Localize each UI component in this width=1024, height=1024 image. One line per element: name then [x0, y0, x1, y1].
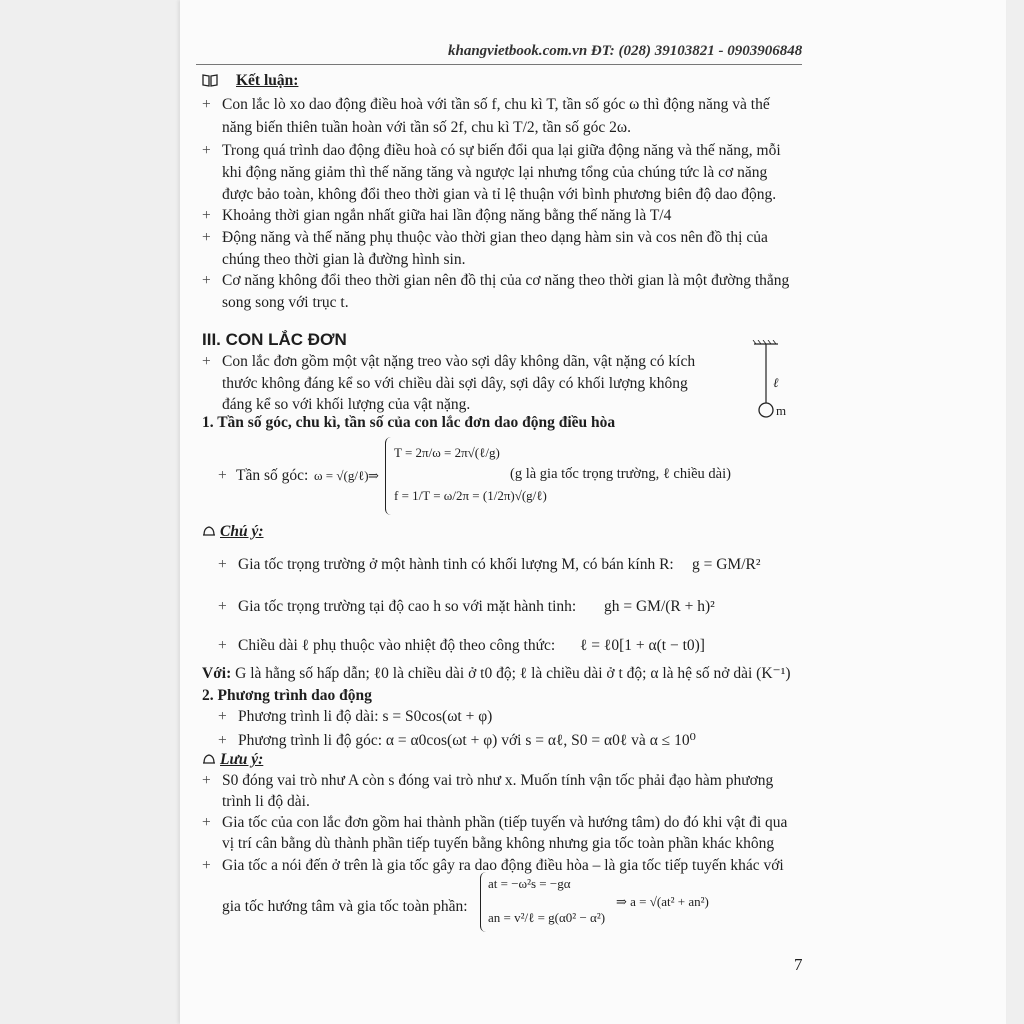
document-page — [180, 0, 1006, 1024]
header-contact: ĐT: (028) 39103821 - 0903906848 — [590, 43, 803, 59]
book-icon — [202, 73, 218, 93]
intro-line-2: thước không đáng kể so với chiều dài sợi dây, sợi dây có khối lượng không — [222, 375, 688, 392]
ketluan-item-2-line-1: Trong quá trình dao động điều hoà có sự biến đổi qua lại giữa động năng và thế năng, mỗi — [222, 142, 781, 159]
plus-icon: + — [218, 556, 227, 573]
chuy-item-1-text: Gia tốc trọng trường ở một hành tinh có khối lượng M, có bán kính R: — [238, 556, 674, 573]
chuy-item-1-formula: g = GM/R² — [692, 556, 761, 573]
plus-icon: + — [218, 467, 227, 484]
plus-icon: + — [202, 353, 211, 370]
luuy-item-2-line-1: Gia tốc của con lắc đơn gồm hai thành phần (tiếp tuyến và hướng tâm) do đó khi vật đi qua — [222, 814, 788, 831]
plus-icon: + — [202, 229, 211, 246]
luuy-item-1-line-1: S0 đóng vai trò như A còn s đóng vai trò như x. Muốn tính vận tốc phải đạo hàm phương — [222, 772, 774, 789]
voi-text: G là hằng số hấp dẫn; ℓ0 là chiều dài ở t0 độ; ℓ là chiều dài ở t độ; α là hệ số nở dài (K⁻¹) — [235, 665, 791, 682]
luuy-item-2-line-2: vị trí cân bằng dù thành phần tiếp tuyến bằng không nhưng gia tốc toàn phần khác không — [222, 835, 775, 852]
ketluan-item-1-line-2: năng biến thiên tuần hoàn với tần số 2f, chu kì T/2, tần số góc 2ω. — [222, 119, 631, 136]
plus-icon: + — [218, 598, 227, 615]
ketluan-item-5-line-2: song song với trục t. — [222, 294, 349, 311]
page-number: 7 — [794, 955, 803, 974]
chuy-item-3-formula: ℓ = ℓ0[1 + α(t − t0)] — [580, 637, 705, 654]
plus-icon: + — [202, 772, 211, 789]
luuy-item-3-line-1: Gia tốc a nói đến ở trên là gia tốc gây ra dao động điều hòa – là gia tốc tiếp tuyến khác với — [222, 857, 784, 874]
sub2-item-2: Phương trình li độ góc: α = α0cos(ωt + φ) với s = αℓ, S0 = α0ℓ và α ≤ 10⁰ — [238, 732, 696, 749]
sub1-title: 1. Tần số góc, chu kì, tần số của con lắc đơn dao động điều hòa — [202, 414, 616, 431]
ketluan-item-4-line-1: Động năng và thế năng phụ thuộc vào thời gian theo dạng hàm sin và cos nên đồ thị của — [222, 229, 768, 246]
plus-icon: + — [202, 857, 211, 874]
ketluan-item-2-line-2: khi động năng giảm thì thế năng tăng và ngược lại nhưng tổng của chúng tức là cơ năng — [222, 164, 768, 181]
plus-icon: + — [202, 207, 211, 224]
omega-formula: ω = √(g/ℓ) — [314, 468, 369, 483]
implies-icon: ⇒ — [368, 468, 379, 483]
sub2-title: 2. Phương trình dao động — [202, 687, 372, 704]
bell-icon — [202, 524, 216, 544]
ketluan-item-5-line-1: Cơ năng không đổi theo thời gian nên đồ thị của cơ năng theo thời gian là một đường thẳng — [222, 272, 790, 289]
ketluan-title: Kết luận: — [236, 72, 299, 89]
period-formula: T = 2π/ω = 2π√(ℓ/g) — [394, 445, 500, 460]
plus-icon: + — [202, 272, 211, 289]
tangential-accel-formula: at = −ω²s = −gα — [488, 876, 571, 891]
plus-icon: + — [202, 142, 211, 159]
page-header — [448, 43, 802, 60]
plus-icon: + — [218, 708, 227, 725]
plus-icon: + — [202, 96, 211, 113]
voi-line — [202, 664, 791, 684]
luuy-item-1-line-2: trình li độ dài. — [222, 793, 310, 810]
ketluan-item-4-line-2: chúng theo thời gian là đường hình sin. — [222, 251, 466, 268]
section-title: III. CON LẮC ĐƠN — [202, 330, 347, 349]
intro-line-3: đáng kể so với khối lượng của vật nặng. — [222, 396, 471, 413]
plus-icon: + — [202, 814, 211, 831]
luuy-title: Lưu ý: — [220, 751, 264, 768]
omega-label: Tần số góc: — [236, 467, 309, 484]
ketluan-item-3-line-1: Khoảng thời gian ngắn nhất giữa hai lần động năng bằng thế năng là T/4 — [222, 207, 672, 224]
centripetal-accel-formula: an = v²/ℓ = g(α0² − α²) — [488, 910, 606, 925]
voi-label: Với: — [202, 665, 232, 682]
pendulum-mass-label: m — [776, 403, 787, 418]
luuy-last-line: gia tốc hướng tâm và gia tốc toàn phần: — [222, 898, 468, 915]
chuy-title: Chú ý: — [220, 523, 264, 540]
intro-line-1: Con lắc đơn gồm một vật nặng treo vào sợi dây không dãn, vật nặng có kích — [222, 353, 696, 370]
chuy-item-3-text: Chiều dài ℓ phụ thuộc vào nhiệt độ theo công thức: — [238, 637, 556, 654]
chuy-item-2-formula: gh = GM/(R + h)² — [604, 598, 715, 615]
formula-note: (g là gia tốc trọng trường, ℓ chiều dài) — [510, 466, 731, 482]
sub2-item-1: Phương trình li độ dài: s = S0cos(ωt + φ) — [238, 708, 493, 725]
ketluan-item-1-line-1: Con lắc lò xo dao động điều hoà với tần số f, chu kì T, tần số góc ω thì động năng và thế — [222, 96, 770, 113]
bell-icon — [202, 752, 216, 772]
plus-icon: + — [218, 732, 227, 749]
header-rule — [196, 64, 802, 65]
plus-icon: + — [218, 637, 227, 654]
header-site: khangvietbook.com.vn — [448, 43, 588, 59]
chuy-item-2-text: Gia tốc trọng trường tại độ cao h so với mặt hành tinh: — [238, 598, 577, 615]
frequency-formula: f = 1/T = ω/2π = (1/2π)√(g/ℓ) — [394, 488, 547, 503]
total-accel-formula: ⇒ a = √(at² + an²) — [616, 894, 709, 909]
formula-brace — [385, 437, 392, 515]
accel-brace — [480, 872, 487, 932]
ketluan-item-2-line-3: được bảo toàn, không đổi theo thời gian và tỉ lệ thuận với bình phương biên độ dao động. — [222, 186, 777, 203]
pendulum-length-label: ℓ — [773, 375, 779, 390]
